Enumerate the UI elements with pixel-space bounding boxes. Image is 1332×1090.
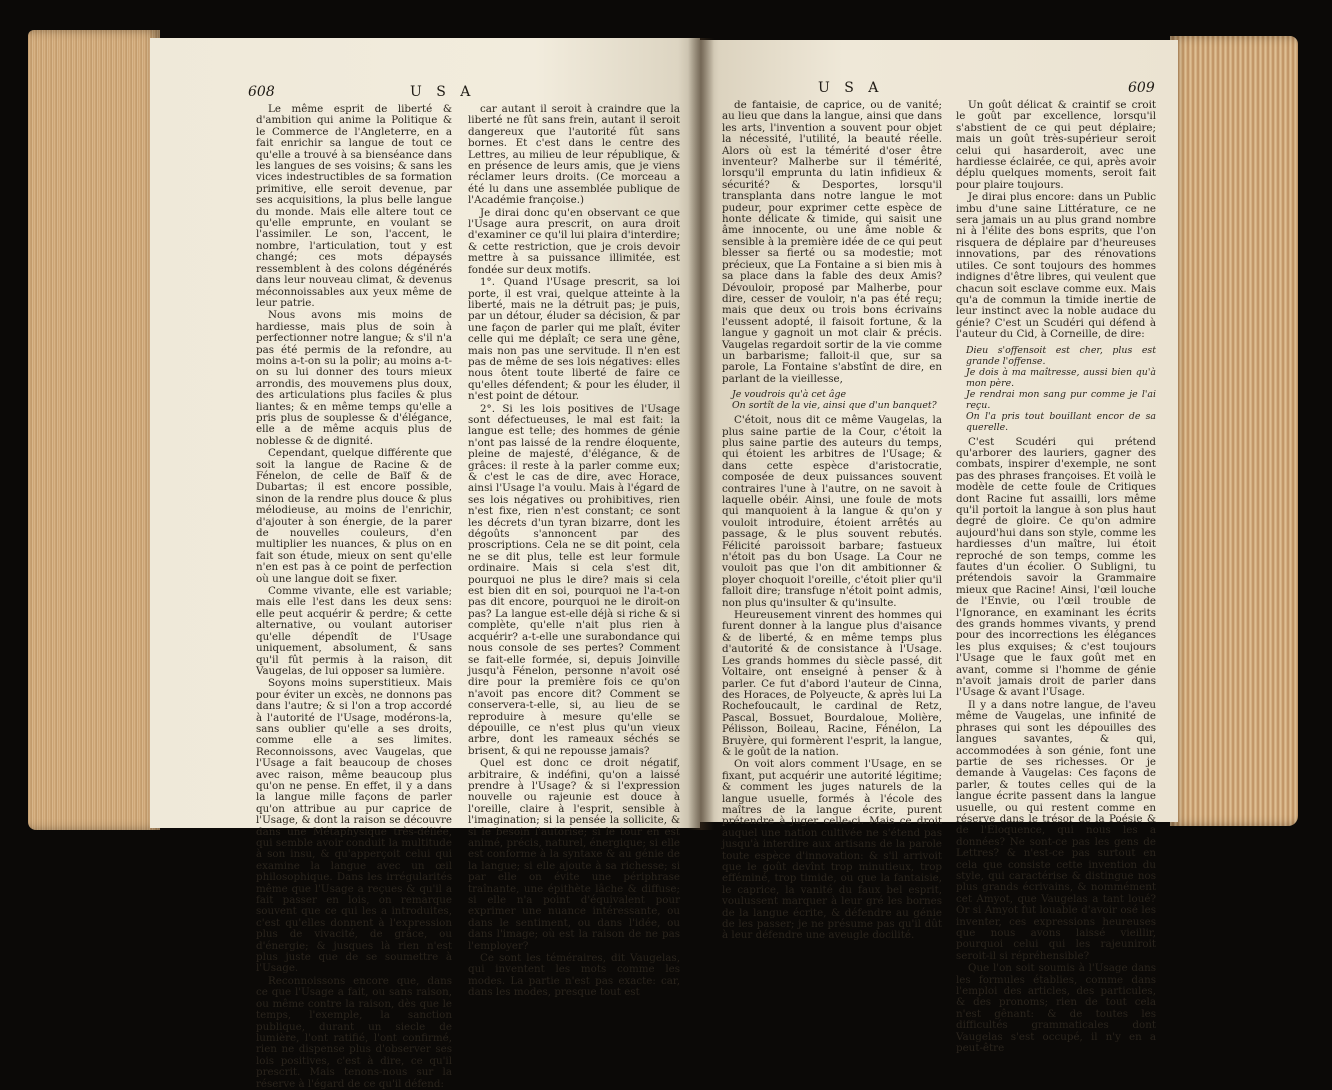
left-page-edges: [28, 30, 160, 830]
paragraph: 2°. Si les lois positives de l'Usage sont défectueuses, le mal est fait: la langue est telle; des hommes de génie n'ont pas laissé de la rendre éloquente, pleine de majesté, d'élégance, & de grâces: il reste à la parler comme eux; & c'est le cas de dire, avec Horace, ainsi l'Usage l'a voulu. Mais à l'égard de ses lois négatives ou prohibitives, rien n'est fixe, rien n'est constant; ce sont les décrets d'un tyran bizarre, dont les dégoûts s'annoncent par des proscriptions. Cela ne se dit point, cela ne se dit plus, telle est leur formule ordinaire. Mais si cela s'est dit, pourquoi ne plus le dire? mais si cela est bien dit en soi, pourquoi ne l'a-t-on pas dit encore, pourquoi ne le diroit-on pas? La langue est-elle déjà si riche & si complète, qu'elle n'ait plus rien à acquérir? a-t-elle une surabondance qui nous console de ses pertes? Comment se fait-elle formée, si, depuis Joinville jusqu'à Fénelon, personne n'avoit osé dire pour la première fois ce qu'on n'avoit pas encore dit? Comment se conservera-t-elle, si, au lieu de se reproduire à mesure qu'elle se dépouille, ce n'est plus qu'un vieux arbre, dont les rameaux séchés se brisent, & qui ne repousse jamais?: [468, 402, 680, 757]
paragraph: Reconnoissons encore que, dans ce que l'Usage a fait, ou sans raison, ou même contre la raison, dès que le temps, l'exemple, la sanction publique, durant un siecle de lumière, l'ont ratifié, l'ont confirmé, rien ne dispense plus d'observer ses lois positives, c'est à dire, ce qu'il prescrit. Mais tenons-nous sur la réserve à l'égard de ce qu'il défend:: [256, 974, 452, 1090]
paragraph: Nous avons mis moins de hardiesse, mais plus de soin à perfectionner notre langue; & s'il n'a pas été permis de la refondre, au moins a-t-on su la polir; au moins a-t-on su lui donner des tours mieux arrondis, des mouvemens plus doux, des articulations plus faciles & plus liantes; & en même temps qu'elle a pris plus de souplesse & d'élégance, elle a de même acquis plus de noblesse & de dignité.: [256, 309, 452, 447]
paragraph: Heureusement vinrent des hommes qui furent donner à la langue plus d'aisance & de liberté, & en même temps plus d'autorité & de consistance à l'Usage. Les grands hommes du siècle passé, dit Voltaire, ont enseigné à penser & à parler. Ce fut d'abord l'auteur de Cinna, des Horaces, de Polyeucte, & après lui La Rochefoucault, le cardinal de Retz, Pascal, Bossuet, Bourdaloue, Molière, Pélisson, Boileau, Racine, Fénélon, La Bruyère, qui formèrent l'esprit, la langue, & le goût de la nation.: [722, 609, 942, 758]
verse-line: On l'a pris tout bouillant encor de sa querelle.: [966, 410, 1156, 433]
right-page: [700, 40, 1178, 1055]
left-column-1: [256, 103, 452, 1090]
book-gutter: [688, 38, 714, 830]
verse-line: Je rendrai mon sang pur comme je l'ai reçu.: [966, 388, 1156, 411]
verse-line: Je voudrois qu'à cet âge: [732, 389, 847, 401]
verse-quote: [732, 389, 942, 411]
running-head: U S A: [818, 80, 884, 96]
right-page-edges: [1170, 36, 1298, 826]
paragraph: Le même esprit de liberté & d'ambition qui anime la Politique & le Commerce de l'Angleterre, en a fait enrichir sa langue de tout ce qu'elle a trouvé à sa bienséance dans les langues de ses voisins; & sans les vices indestructibles de sa formation primitive, elle seroit devenue, par ses acquisitions, la plus belle langue du monde. Mais elle altere tout ce qu'elle emprunte, en voulant se l'assimiler. Le son, l'accent, le nombre, l'articulation, tout y est changé; ces mots dépaysés ressemblent à des colons dégénérés dans leur nouveau climat, & devenus méconnoissables aux yeux même de leur patrie.: [256, 103, 452, 309]
left-page: [150, 38, 700, 1090]
page-number: 609: [1128, 80, 1155, 96]
paragraph: car autant il seroit à craindre que la liberté ne fût sans frein, autant il seroit dangereux que l'autorité fût sans bornes. Et c'est dans le centre des Lettres, au milieu de leur république, & en présence de leurs amis, que je viens réclamer leurs droits. (Ce morceau a été lu dans une assemblée publique de l'Académie françoise.): [468, 103, 680, 207]
paragraph: Je dirai donc qu'en observant ce que l'Usage aura prescrit, on aura droit d'examiner ce qu'il lui plaira d'interdire; & cette restriction, que je crois devoir mettre à sa puissance illimitée, est fondée sur deux motifs.: [468, 206, 680, 276]
paragraph: Il y a dans notre langue, de l'aveu même de Vaugelas, une infinité de phrases qui sont les dépouilles des langues savantes, & qui, accommodées à son génie, font une partie de ses richesses. Or je demande à Vaugelas: Ces façons de parler, & toutes celles qui de la langue écrite passent dans la langue usuelle, ou qui restent comme en réserve dans le trésor de la Poésie & de l'Éloquence, qui nous les a données? Ne sont-ce pas les gens de Lettres? & n'est-ce pas surtout en cela que consiste cette invention du style, qui caractérise & distingue nos plus grands écrivains, & nommément cet Amyot, que Vaugelas a tant loué? Or si Amyot fut louable d'avoir osé les inventer, ces expressions heureuses que nous avons laissé vieillir, pourquoi celui qui les rajeuniroit seroit-il si répréhensible?: [956, 698, 1156, 962]
paragraph: Ce sont les téméraires, dit Vaugelas, qui inventent les mots comme les modes. La partie n'est pas exacte: car, dans les modes, presque tout est: [468, 952, 680, 999]
paragraph: C'est Scudéri qui prétend qu'arborer des lauriers, gagner des combats, inspirer d'exemple, ne sont pas des phrases françoises. Et voilà le modèle de cette foule de Critiques dont Racine fut assailli, lors même qu'il portoit la langue à son plus haut degré de gloire. Ce qu'on admire aujourd'hui dans son style, comme les hardiesses d'un maître, lui étoit reproché de son temps, comme les fautes d'un écolier. O Subligni, tu prétendois savoir la Grammaire mieux que Racine! Ainsi, l'œil louche de l'Envie, ou l'œil trouble de l'Ignorance, en examinant les écrits des grands hommes vivants, y prend pour des incorrections les élégances les plus exquises; & c'est toujours l'Usage que le faux goût met en avant, comme si l'homme de génie n'avoit jamais droit de parler dans l'Usage & avant l'Usage.: [956, 435, 1156, 699]
paragraph: Quel est donc ce droit négatif, arbitraire, & indéfini, qu'on a laissé prendre à l'Usage? & si l'expression nouvelle ou rajeunie est douce à l'oreille, claire à l'esprit, sensible à l'imagination; si la pensée la sollicite, & si le besoin l'autorise; si le tour en est animé, précis, naturel, énergique; si elle est conforme à la syntaxe & au génie de la langue; si elle ajoute à sa richesse; si par elle on évite une périphrase traînante, une épithète lâche & diffuse; si elle n'a point d'équivalent pour exprimer une nuance intéressante, ou dans le sentiment, ou dans l'idée, ou dans l'image; où est la raison de ne pas l'employer?: [468, 757, 680, 952]
verse-quote: [966, 345, 1156, 433]
paragraph: Cependant, quelque différente que soit la langue de Racine & de Fénelon, de celle de Baïf & de Dubartas; il est encore possible, sinon de la rendre plus douce & plus mélodieuse, au moins de l'enrichir, d'ajouter à son énergie, de la parer de nouvelles couleurs, d'en multiplier les nuances, & plus on en fait son étude, mieux on sent qu'elle n'en est pas à ce point de perfection où une langue doit se fixer.: [256, 447, 452, 585]
paragraph: Que l'on soit soumis à l'Usage dans les formules établies, comme dans l'emploi des articles, des particules, & des pronoms; rien de tout cela n'est gênant: & de toutes les difficultés grammaticales dont Vaugelas s'est occupé, il n'y en a peut-être: [956, 962, 1156, 1055]
verse-line: Dieu s'offensoit est cher, plus est grande l'offense.: [966, 344, 1156, 367]
running-head: U S A: [410, 84, 476, 100]
verse-line: Je dois à ma maîtresse, aussi bien qu'à mon père.: [966, 366, 1156, 389]
paragraph: On voit alors comment l'Usage, en se fixant, put acquérir une autorité légitime; & comment les juges naturels de la langue usuelle, formés à l'école des maîtres de la langue écrite, purent prétendre à juger celle-ci. Mais ce droit auquel une nation cultivée ne s'étend pas jusqu'à interdire aux artisans de la parole toute espèce d'innovation: & s'il arrivoit que le goût devînt trop minutieux, trop efféminé, trop timide, ou que la fantaisie, le caprice, la vanité du faux bel esprit, voulussent marquer à leur gré les bornes de la langue écrite, & défendre au génie de les passer; je ne présume pas qu'il dût à leur défendre une aveugle docilité.: [722, 758, 942, 942]
paragraph: de fantaisie, de caprice, ou de vanité; au lieu que dans la langue, ainsi que dans les arts, l'invention a souvent pour objet la nécessité, l'utilité, la beauté réelle. Alors où est la témérité d'oser être inventeur? Malherbe sur il témérité, lorsqu'il emprunta du latin infidieux & sécurité? & Desportes, lorsqu'il transplanta dans notre langue le mot pudeur, pour exprimer cette espèce de honte délicate & timide, qui saisit une âme innocente, ou une âme noble & sensible à la première idée de ce qui peut blesser sa fierté ou sa modestie; mot précieux, que La Fontaine a si bien mis à sa place dans la fable des deux Amis? Dévouloir, proposé par Malherbe, pour dire, cesser de vouloir, n'a pas été reçu; mais que deux ou trois bons écrivains l'eussent adopté, il faisoit fortune, & la langue y gagnoit un mot clair & précis. Vaugelas regardoit sortir de la vie comme un barbarisme; falloit-il que, sur sa parole, La Fontaine s'abstînt de dire, en parlant de la vieillesse,: [722, 99, 942, 385]
page-number: 608: [248, 84, 275, 100]
paragraph: 1°. Quand l'Usage prescrit, sa loi porte, il est vrai, quelque atteinte à la liberté, mais ne la détruit pas; je puis, par un détour, éluder sa décision, & par une façon de parler qui me plaît, éviter celle qui me déplaît; ce sera une gêne, mais non pas une servitude. Il n'en est pas de même de ses lois négatives: elles nous ôtent toute liberté de faire ce qu'elles défendent; & pour les éluder, il n'est point de détour.: [468, 276, 680, 403]
right-column-2: [956, 99, 1156, 1055]
right-column-1: [722, 99, 942, 942]
verse-line: On sortît de la vie, ainsi que d'un banquet?: [732, 400, 937, 412]
paragraph: Comme vivante, elle est variable; mais elle l'est dans les deux sens: elle peut acquérir & perdre; & cette alternative, ou voulant autoriser qu'elle dépendît de l'Usage uniquement, absolument, & sans qu'il fût permis à la raison, dit Vaugelas, de lui opposer sa lumière.: [256, 585, 452, 677]
paragraph: Soyons moins superstitieux. Mais pour éviter un excès, ne donnons pas dans l'autre; & si l'on a trop accordé à l'autorité de l'Usage, modérons-la, sans oublier qu'elle a ses droits, comme elle a ses limites. Reconnoissons, avec Vaugelas, que l'Usage a fait beaucoup de choses avec raison, même beaucoup plus qu'on ne pense. En effet, il y a dans la langue mille façons de parler qu'on attribue au pur caprice de l'Usage, & dont la raison se découvre dans une Métaphysique très-déliée, qui semble avoir conduit la multitude à son insu, & qu'apperçoit celui qui examine la langue avec un œil philosophique. Dans les irrégularités même que l'Usage a reçues & qu'il a fait passer en lois, on remarque souvent que ce qui les a introduites, c'est qu'elles donnent à l'expression plus de vivacité, de grâce, ou d'énergie; & jusques là rien n'est plus juste que de se soumettre à l'Usage.: [256, 677, 452, 975]
paragraph: C'étoit, nous dit ce même Vaugelas, la plus saine partie de la Cour, c'étoit la plus saine partie des auteurs du temps, qui étoient les arbitres de l'Usage; & dans cette espèce d'aristocratie, composée de deux puissances souvent contraires l'une à l'autre, on ne savoit à laquelle obéir. Ainsi, une foule de mots qui manquoient à la langue & qu'on y vouloit introduire, étoient arrêtés au passage, & le plus souvent rebutés. Félicité paroissoit barbare; fastueux n'étoit pas du bon Usage. La Cour ne vouloit pas que l'on dit ambitionner & ployer choquoit l'oreille, c'étoit plier qu'il falloit dire; transfuge n'étoit point admis, non plus qu'insulter & qu'insulte.: [722, 414, 942, 609]
paragraph: Je dirai plus encore: dans un Public imbu d'une saine Littérature, ce ne sera jamais un au plus grand nombre ni à l'élite des bons esprits, que l'on risquera de déplaire par d'heureuses innovations, par des rénovations utiles. Ce sont toujours des hommes indignes d'être libres, qui veulent que chacun soit esclave comme eux. Mais qu'a de commun la timide inertie de leur instinct avec la noble audace du génie? C'est un Scudéri qui défend à l'auteur du Cid, à Corneille, de dire:: [956, 191, 1156, 341]
left-column-2: [468, 103, 680, 999]
paragraph: Un goût délicat & craintif se croit le goût par excellence, lorsqu'il s'abstient de ce qui peut déplaire; mais un goût très-supérieur seroit celui qui hasarderoit, avec une hardiesse éclairée, ce qui, après avoir déplu quelques moments, seroit fait pour plaire toujours.: [956, 99, 1156, 191]
